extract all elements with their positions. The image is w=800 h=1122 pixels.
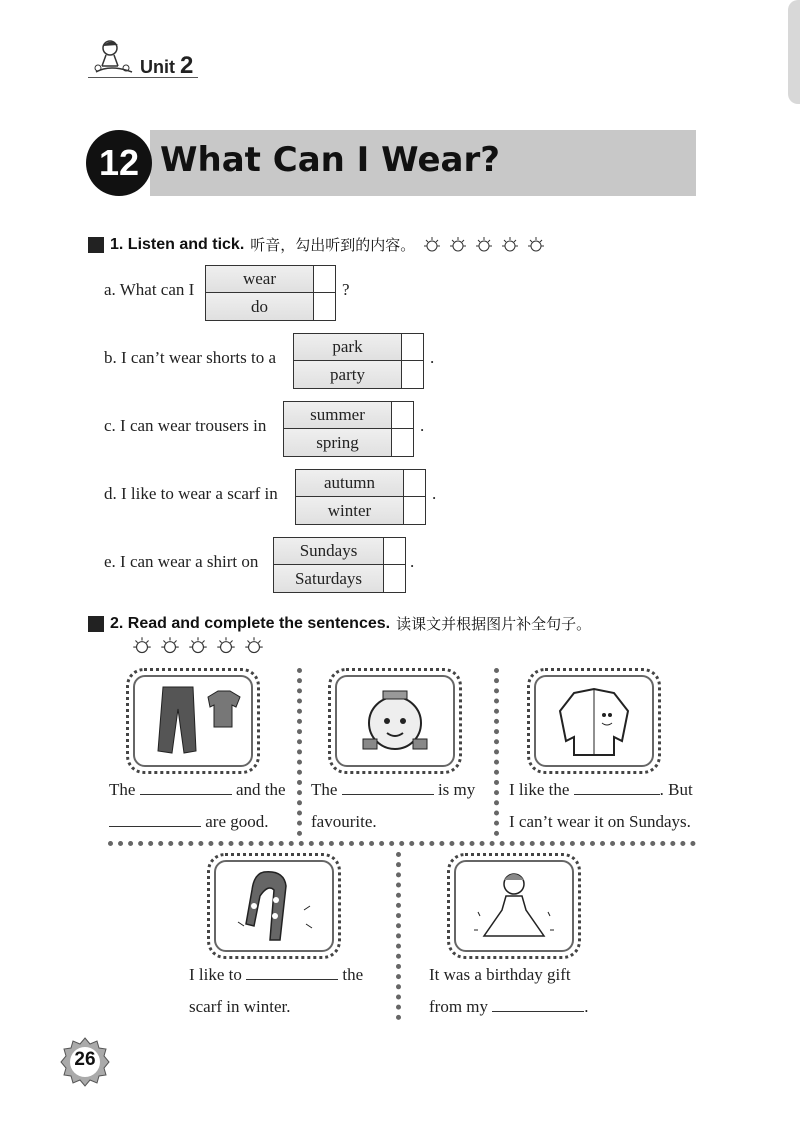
- card5-text: from my: [429, 997, 489, 1016]
- tick-box[interactable]: [313, 266, 335, 293]
- answer-blank[interactable]: [574, 781, 660, 795]
- section1-heading: [88, 234, 547, 255]
- trousers-tshirt-icon: [138, 681, 248, 761]
- tick-box[interactable]: [313, 293, 335, 320]
- card3-text: I like the: [509, 780, 570, 799]
- card4-picture: [207, 853, 341, 959]
- question-a-punct: ?: [342, 280, 350, 299]
- question-b-text: b. I can’t wear shorts to a: [104, 348, 276, 367]
- sun-icon: [242, 636, 266, 656]
- sun-icon: [525, 236, 547, 254]
- question-e-punct: .: [410, 552, 415, 571]
- tick-box[interactable]: [391, 429, 413, 456]
- option-park: park: [294, 334, 401, 361]
- tick-box[interactable]: [383, 538, 405, 565]
- sun-icon: [158, 636, 182, 656]
- question-a-text: a. What can I: [104, 280, 195, 299]
- option-do: do: [206, 293, 313, 320]
- card1-text: and the: [235, 780, 286, 799]
- section1-title: 1. Listen and tick.: [110, 235, 245, 253]
- divider-vertical: [297, 668, 302, 836]
- answer-blank[interactable]: [492, 998, 584, 1012]
- option-sundays: Sundays: [274, 538, 383, 565]
- card4-sentence: [189, 959, 363, 1023]
- girl-dress-icon: [464, 866, 564, 946]
- option-spring: spring: [284, 429, 391, 456]
- sun-rating-icons: [421, 236, 547, 254]
- question-c-punct: .: [420, 416, 425, 435]
- card5-text: .: [584, 997, 589, 1016]
- page-edge-tab: [788, 0, 800, 104]
- option-winter: winter: [296, 497, 403, 524]
- question-d-punct: .: [432, 484, 437, 503]
- tick-box[interactable]: [401, 334, 423, 361]
- card5-text: It was a birthday gift: [429, 965, 571, 984]
- tick-box[interactable]: [403, 497, 425, 524]
- lesson-title: What Can I Wear?: [160, 140, 500, 180]
- option-wear: wear: [206, 266, 313, 293]
- sun-rating-icons: [130, 636, 266, 656]
- card3-picture: [527, 668, 661, 774]
- answer-blank[interactable]: [342, 781, 434, 795]
- question-b-punct: .: [430, 348, 435, 367]
- option-summer: summer: [284, 402, 391, 429]
- card1-sentence: [109, 774, 286, 838]
- answer-blank[interactable]: [140, 781, 232, 795]
- card2-text: The: [311, 780, 338, 799]
- section2-heading: [88, 613, 591, 634]
- card3-text: I can’t wear it on Sundays.: [509, 812, 691, 831]
- card3-sentence: [509, 774, 693, 838]
- section2-title: 2. Read and complete the sentences.: [110, 614, 391, 632]
- card1-picture: [126, 668, 260, 774]
- card1-text: The: [109, 780, 136, 799]
- question-c-options: [283, 401, 414, 457]
- sun-icon: [447, 236, 469, 254]
- question-c-text: c. I can wear trousers in: [104, 416, 267, 435]
- card4-text: the: [342, 965, 364, 984]
- option-autumn: autumn: [296, 470, 403, 497]
- card3-text: . But: [659, 780, 693, 799]
- card4-text: I like to: [189, 965, 242, 984]
- lesson-number: 12: [86, 130, 152, 196]
- section1-title-cn: 听音，勾出听到的内容。: [250, 236, 416, 254]
- option-saturdays: Saturdays: [274, 565, 383, 592]
- divider-horizontal: [108, 841, 696, 846]
- section2-title-cn: 读课文并根据图片补全句子。: [396, 615, 592, 633]
- sun-icon: [130, 636, 154, 656]
- tick-box[interactable]: [401, 361, 423, 388]
- divider-vertical: [396, 852, 401, 1020]
- square-bullet-icon: [88, 237, 104, 253]
- question-b-options: [293, 333, 424, 389]
- sun-icon: [421, 236, 443, 254]
- square-bullet-icon: [88, 616, 104, 632]
- card2-text: favourite.: [311, 812, 377, 831]
- question-d-options: [295, 469, 426, 525]
- card5-sentence: [429, 959, 589, 1023]
- question-a-options: [205, 265, 336, 321]
- card1-text: are good.: [205, 812, 269, 831]
- sweater-icon: [345, 681, 445, 761]
- answer-blank[interactable]: [246, 966, 338, 980]
- tick-box[interactable]: [391, 402, 413, 429]
- sun-icon: [473, 236, 495, 254]
- page-number: 26: [74, 1049, 96, 1070]
- answer-blank[interactable]: [109, 813, 201, 827]
- jacket-icon: [544, 681, 644, 761]
- card2-picture: [328, 668, 462, 774]
- option-party: party: [294, 361, 401, 388]
- unit-label: [140, 52, 193, 80]
- sun-icon: [214, 636, 238, 656]
- tick-box[interactable]: [383, 565, 405, 592]
- sun-icon: [499, 236, 521, 254]
- card2-text: is my: [437, 780, 476, 799]
- card5-picture: [447, 853, 581, 959]
- divider-vertical: [494, 668, 499, 836]
- sun-icon: [186, 636, 210, 656]
- question-e-options: [273, 537, 406, 593]
- question-e-text: e. I can wear a shirt on: [104, 552, 259, 571]
- unit-number: 2: [180, 52, 194, 79]
- header-rule: [88, 77, 198, 78]
- card4-text: scarf in winter.: [189, 997, 291, 1016]
- card2-sentence: [311, 774, 475, 838]
- unit-word: Unit: [140, 57, 175, 77]
- scarf-icon: [224, 866, 324, 946]
- tick-box[interactable]: [403, 470, 425, 497]
- question-d-text: d. I like to wear a scarf in: [104, 484, 278, 503]
